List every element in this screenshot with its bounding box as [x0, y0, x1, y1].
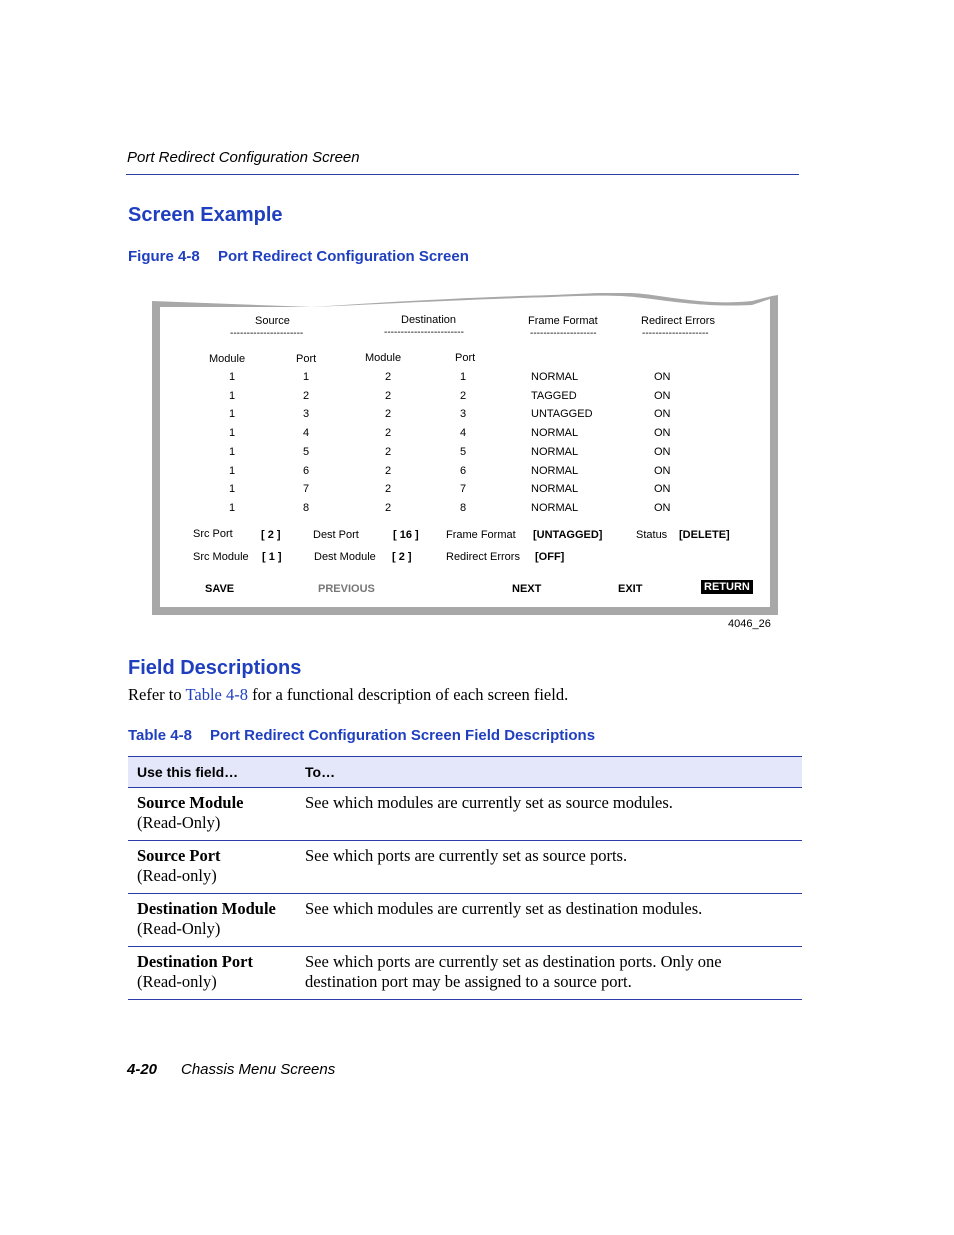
- dst-port-cell: 1: [460, 371, 467, 383]
- col-dst-module: Module: [365, 352, 402, 364]
- section-heading-field-descriptions: Field Descriptions: [128, 657, 302, 679]
- intro-paragraph: [128, 685, 568, 705]
- col-src-module: Module: [209, 353, 246, 365]
- source-underline: ----------------------: [230, 328, 304, 339]
- header-field: Use this field…: [128, 757, 296, 788]
- field-description: See which ports are currently set as source ports.: [296, 841, 802, 894]
- figure-caption-title: Port Redirect Configuration Screen: [218, 248, 469, 265]
- field-access: (Read-only): [137, 866, 217, 885]
- dst-module-cell: 2: [385, 389, 392, 402]
- frame-format-value[interactable]: [UNTAGGED]: [533, 529, 603, 541]
- frame-format-cell: NORMAL: [531, 483, 579, 496]
- section-heading-screen-example: Screen Example: [128, 204, 283, 226]
- return-command[interactable]: RETURN: [701, 580, 753, 594]
- port-redirect-screen-figure: [152, 293, 778, 615]
- next-command[interactable]: NEXT: [512, 583, 542, 595]
- src-module-cell: 1: [229, 483, 236, 496]
- source-label: Source: [255, 315, 290, 327]
- dest-module-label: Dest Module: [314, 551, 376, 563]
- redirect-errors-cell: ON: [654, 483, 671, 496]
- status-value[interactable]: [DELETE]: [679, 529, 730, 541]
- dst-port-cell: 2: [460, 389, 467, 402]
- table-link[interactable]: Table 4-8: [185, 685, 248, 704]
- src-module-label: Src Module: [193, 551, 249, 563]
- redirect-errors-cell: ON: [654, 427, 671, 440]
- dst-port-cell: 6: [460, 464, 467, 477]
- src-module-value[interactable]: [ 1 ]: [262, 551, 282, 563]
- redirect-errors-cell: ON: [654, 371, 671, 383]
- field-cell: [128, 947, 296, 1000]
- src-port-cell: 2: [303, 389, 310, 402]
- frame-format-field-label: Frame Format: [446, 529, 516, 541]
- field-description: See which modules are currently set as source modules.: [296, 788, 802, 841]
- redirect-errors-underline: --------------------: [642, 328, 709, 339]
- frame-format-cell: NORMAL: [531, 501, 579, 514]
- figure-caption-label: Figure 4-8: [128, 248, 200, 265]
- dst-module-cell: 2: [385, 445, 392, 458]
- src-module-cell: 1: [229, 427, 236, 440]
- previous-command[interactable]: PREVIOUS: [318, 583, 375, 595]
- table-row: [128, 841, 802, 894]
- frame-format-label: Frame Format: [528, 315, 598, 327]
- chapter-title: Chassis Menu Screens: [181, 1061, 336, 1078]
- dst-port-cell: 5: [460, 445, 467, 458]
- src-port-value[interactable]: [ 2 ]: [261, 529, 281, 541]
- src-port-cell: 4: [303, 427, 310, 440]
- redirect-errors-cell: ON: [654, 501, 671, 514]
- table-row: [128, 894, 802, 947]
- redirect-errors-cell: ON: [654, 389, 671, 402]
- field-name: Source Port: [137, 846, 221, 865]
- field-description: See which modules are currently set as destination modules.: [296, 894, 802, 947]
- frame-format-cell: NORMAL: [531, 371, 579, 383]
- destination-underline: ------------------------: [384, 327, 464, 338]
- page-number: 4-20: [127, 1061, 158, 1078]
- frame-format-underline: --------------------: [530, 328, 597, 339]
- table-caption-label: Table 4-8: [128, 727, 192, 744]
- exit-command[interactable]: EXIT: [618, 583, 643, 595]
- src-port-cell: 7: [303, 483, 310, 496]
- redirect-errors-value[interactable]: [OFF]: [535, 551, 565, 563]
- field-name: Source Module: [137, 793, 244, 812]
- field-descriptions-table: [128, 756, 802, 1000]
- dst-port-cell: 3: [460, 408, 467, 421]
- field-description: See which ports are currently set as destination ports. Only one destination port may be assigned to a source port.: [296, 947, 802, 1000]
- dst-module-cell: 2: [385, 464, 392, 477]
- redirect-errors-cell: ON: [654, 408, 671, 421]
- src-port-cell: 5: [303, 445, 310, 458]
- table-row: [128, 788, 802, 841]
- field-cell: [128, 894, 296, 947]
- src-module-cell: 1: [229, 408, 236, 421]
- frame-format-cell: NORMAL: [531, 445, 579, 458]
- destination-label: Destination: [401, 314, 457, 326]
- redirect-errors-cell: ON: [654, 445, 671, 458]
- field-access: (Read-Only): [137, 813, 221, 832]
- header-to: To…: [296, 757, 802, 788]
- dst-module-cell: 2: [385, 427, 392, 440]
- dest-module-value[interactable]: [ 2 ]: [392, 551, 412, 563]
- src-port-cell: 3: [303, 408, 310, 421]
- src-port-cell: 6: [303, 464, 310, 477]
- col-dst-port: Port: [455, 352, 476, 364]
- dst-module-cell: 2: [385, 371, 392, 383]
- redirect-errors-cell: ON: [654, 464, 671, 477]
- frame-format-cell: TAGGED: [531, 389, 577, 402]
- field-access: (Read-Only): [137, 919, 221, 938]
- dst-port-cell: 4: [460, 427, 467, 440]
- dst-module-cell: 2: [385, 483, 392, 496]
- header-rule: [126, 174, 799, 175]
- dest-port-value[interactable]: [ 16 ]: [393, 529, 419, 541]
- redirect-errors-label: Redirect Errors: [641, 315, 715, 327]
- field-access: (Read-only): [137, 972, 217, 991]
- intro-prefix: Refer to: [128, 685, 186, 704]
- redirect-errors-field-label: Redirect Errors: [446, 551, 520, 563]
- field-name: Destination Port: [137, 952, 253, 971]
- running-header: Port Redirect Configuration Screen: [127, 149, 360, 166]
- frame-format-cell: NORMAL: [531, 427, 579, 440]
- src-module-cell: 1: [229, 445, 236, 458]
- table-caption-title: Port Redirect Configuration Screen Field Descriptions: [210, 727, 596, 744]
- src-module-cell: 1: [229, 464, 236, 477]
- src-module-cell: 1: [229, 501, 236, 514]
- status-label: Status: [636, 529, 668, 541]
- dst-module-cell: 2: [385, 408, 392, 421]
- dst-module-cell: 2: [385, 501, 392, 514]
- src-module-cell: 1: [229, 389, 236, 402]
- src-port-label: Src Port: [193, 528, 233, 540]
- table-row: [128, 947, 802, 1000]
- col-src-port: Port: [296, 353, 317, 365]
- field-cell: [128, 841, 296, 894]
- src-module-cell: 1: [229, 371, 236, 383]
- table-header-row: [128, 757, 802, 788]
- save-command[interactable]: SAVE: [205, 583, 235, 595]
- src-port-cell: 8: [303, 501, 310, 514]
- dest-port-label: Dest Port: [313, 529, 359, 541]
- table-body: [128, 788, 802, 1000]
- figure-id: 4046_26: [728, 618, 771, 630]
- src-port-cell: 1: [303, 371, 310, 383]
- frame-format-cell: NORMAL: [531, 464, 579, 477]
- dst-port-cell: 7: [460, 483, 467, 496]
- field-name: Destination Module: [137, 899, 276, 918]
- dst-port-cell: 8: [460, 501, 467, 514]
- frame-format-cell: UNTAGGED: [531, 408, 593, 421]
- intro-suffix: for a functional description of each screen field.: [247, 685, 569, 704]
- field-cell: [128, 788, 296, 841]
